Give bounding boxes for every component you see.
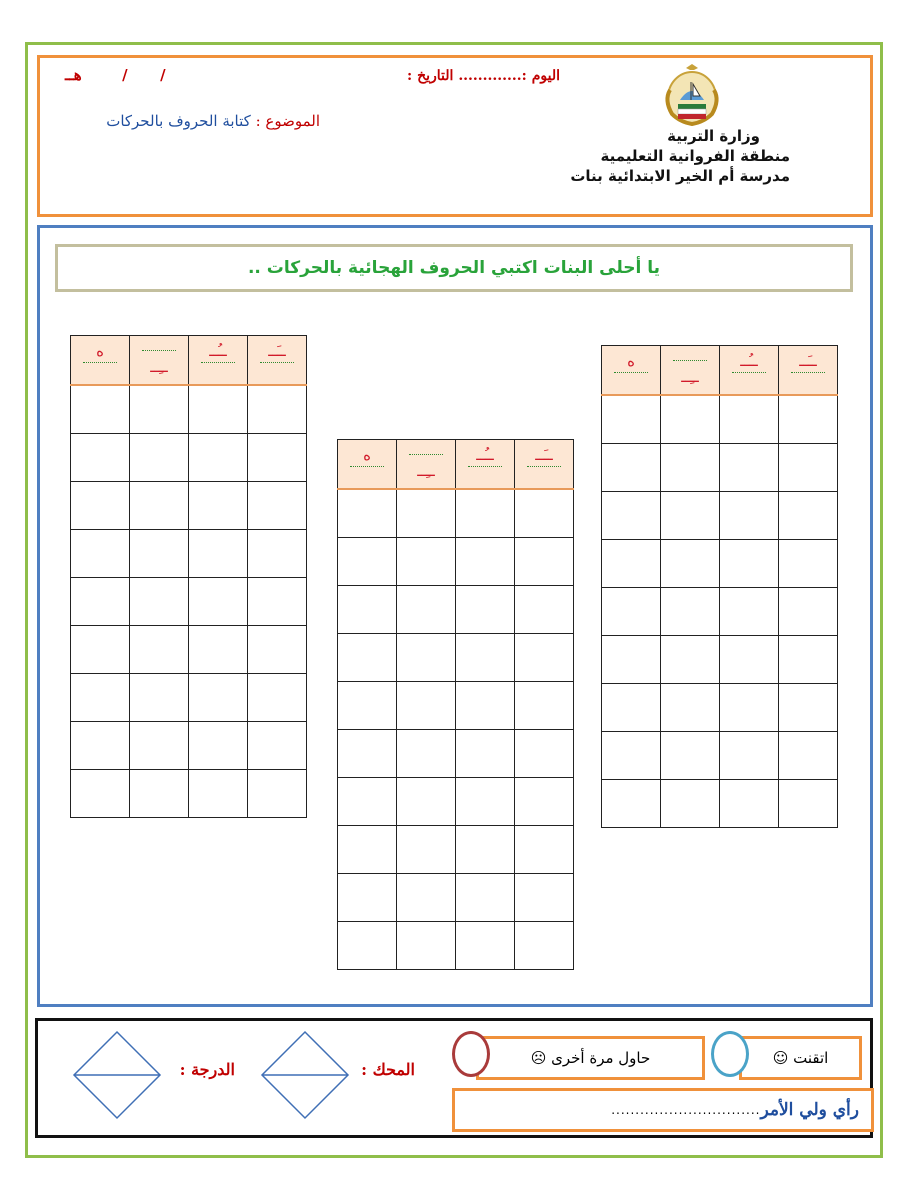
date-line bbox=[300, 68, 560, 88]
answer-cell[interactable] bbox=[397, 922, 456, 970]
answer-cell[interactable] bbox=[71, 578, 130, 626]
header-cell bbox=[338, 440, 397, 490]
answer-cell[interactable] bbox=[189, 385, 248, 434]
table-row bbox=[71, 626, 307, 674]
answer-cell[interactable] bbox=[338, 778, 397, 826]
grader-diamond[interactable] bbox=[260, 1030, 350, 1120]
answer-cell[interactable] bbox=[338, 922, 397, 970]
answer-cell[interactable] bbox=[456, 922, 515, 970]
answer-cell[interactable] bbox=[189, 434, 248, 482]
answer-cell[interactable] bbox=[661, 540, 720, 588]
answer-cell[interactable] bbox=[397, 634, 456, 682]
kasra-mark: ــِــ bbox=[150, 358, 168, 376]
grade-label: الدرجة : bbox=[179, 1060, 235, 1079]
try-again-box bbox=[476, 1036, 705, 1080]
answer-cell[interactable] bbox=[779, 732, 838, 780]
fatha-mark: ــَــ bbox=[799, 352, 817, 370]
answer-cell[interactable] bbox=[456, 538, 515, 586]
answer-cell[interactable] bbox=[71, 674, 130, 722]
answer-cell[interactable] bbox=[779, 588, 838, 636]
answer-cell[interactable] bbox=[602, 540, 661, 588]
answer-cell[interactable] bbox=[130, 482, 189, 530]
header-cell bbox=[397, 440, 456, 490]
letters-table-middle bbox=[337, 439, 574, 970]
table-header-row bbox=[71, 336, 307, 386]
answer-cell[interactable] bbox=[602, 444, 661, 492]
subject-label: الموضوع : bbox=[255, 112, 320, 130]
answer-cell[interactable] bbox=[338, 489, 397, 538]
table-row bbox=[338, 874, 574, 922]
answer-cell[interactable] bbox=[71, 482, 130, 530]
answer-cell[interactable] bbox=[720, 395, 779, 444]
answer-cell[interactable] bbox=[661, 588, 720, 636]
header-cell bbox=[456, 440, 515, 490]
answer-cell[interactable] bbox=[720, 540, 779, 588]
answer-cell[interactable] bbox=[456, 826, 515, 874]
answer-cell[interactable] bbox=[515, 634, 574, 682]
answer-cell[interactable] bbox=[661, 395, 720, 444]
header-cell bbox=[602, 346, 661, 396]
subject-line bbox=[80, 112, 320, 136]
damma-mark: ــُــ bbox=[740, 352, 758, 370]
answer-cell[interactable] bbox=[661, 732, 720, 780]
sukun-mark: ه bbox=[363, 446, 371, 464]
answer-cell[interactable] bbox=[338, 586, 397, 634]
region-name: منطقة الفروانية التعليمية bbox=[600, 147, 790, 165]
answer-cell[interactable] bbox=[602, 732, 661, 780]
answer-cell[interactable] bbox=[515, 778, 574, 826]
answer-cell[interactable] bbox=[130, 770, 189, 818]
date-fields bbox=[65, 66, 190, 88]
table-row bbox=[338, 538, 574, 586]
answer-cell[interactable] bbox=[602, 780, 661, 828]
table-row bbox=[602, 684, 838, 732]
answer-cell[interactable] bbox=[338, 730, 397, 778]
table-row bbox=[71, 385, 307, 434]
header-cell bbox=[71, 336, 130, 386]
answer-cell[interactable] bbox=[248, 482, 307, 530]
ministry-emblem-icon bbox=[660, 60, 724, 130]
excellent-circle[interactable] bbox=[711, 1031, 749, 1077]
kasra-mark: ــِــ bbox=[417, 462, 435, 480]
table-row bbox=[602, 444, 838, 492]
answer-cell[interactable] bbox=[248, 626, 307, 674]
sukun-mark: ه bbox=[627, 352, 635, 370]
answer-cell[interactable] bbox=[71, 385, 130, 434]
fatha-mark: ــَــ bbox=[535, 446, 553, 464]
answer-cell[interactable] bbox=[248, 674, 307, 722]
header-cell bbox=[515, 440, 574, 490]
table-row bbox=[338, 682, 574, 730]
date-label: التاريخ : bbox=[407, 68, 454, 84]
answer-cell[interactable] bbox=[248, 434, 307, 482]
table-row bbox=[338, 489, 574, 538]
table-row bbox=[338, 730, 574, 778]
header-cell bbox=[720, 346, 779, 396]
answer-cell[interactable] bbox=[602, 395, 661, 444]
answer-cell[interactable] bbox=[338, 634, 397, 682]
school-name: مدرسة أم الخير الابتدائية بنات bbox=[570, 167, 790, 185]
answer-cell[interactable] bbox=[189, 482, 248, 530]
answer-cell[interactable] bbox=[515, 682, 574, 730]
answer-cell[interactable] bbox=[248, 770, 307, 818]
answer-cell[interactable] bbox=[456, 778, 515, 826]
table-row bbox=[338, 826, 574, 874]
ministry-name: وزارة التربية bbox=[667, 127, 760, 145]
answer-cell[interactable] bbox=[779, 780, 838, 828]
table-row bbox=[71, 578, 307, 626]
date-separator: / bbox=[160, 66, 166, 84]
answer-cell[interactable] bbox=[397, 489, 456, 538]
answer-cell[interactable] bbox=[338, 538, 397, 586]
answer-cell[interactable] bbox=[71, 530, 130, 578]
table-row bbox=[71, 482, 307, 530]
answer-cell[interactable] bbox=[515, 730, 574, 778]
answer-cell[interactable] bbox=[248, 530, 307, 578]
grade-diamond[interactable] bbox=[72, 1030, 162, 1120]
answer-cell[interactable] bbox=[130, 530, 189, 578]
answer-cell[interactable] bbox=[397, 874, 456, 922]
header-cell bbox=[661, 346, 720, 396]
hijri-suffix: هــ bbox=[65, 66, 82, 84]
table-header-row bbox=[602, 346, 838, 396]
answer-cell[interactable] bbox=[397, 586, 456, 634]
parent-opinion-box bbox=[452, 1088, 874, 1132]
answer-cell[interactable] bbox=[248, 578, 307, 626]
answer-cell[interactable] bbox=[189, 530, 248, 578]
answer-cell[interactable] bbox=[661, 684, 720, 732]
answer-cell[interactable] bbox=[779, 636, 838, 684]
answer-cell[interactable] bbox=[515, 826, 574, 874]
table-row bbox=[602, 540, 838, 588]
answer-cell[interactable] bbox=[130, 578, 189, 626]
try-again-circle[interactable] bbox=[452, 1031, 490, 1077]
answer-cell[interactable] bbox=[720, 732, 779, 780]
answer-cell[interactable] bbox=[515, 489, 574, 538]
header-cell bbox=[248, 336, 307, 386]
answer-cell[interactable] bbox=[602, 684, 661, 732]
table-row bbox=[602, 492, 838, 540]
answer-cell[interactable] bbox=[130, 626, 189, 674]
table-row bbox=[338, 634, 574, 682]
answer-cell[interactable] bbox=[779, 395, 838, 444]
answer-cell[interactable] bbox=[456, 489, 515, 538]
table-row bbox=[338, 922, 574, 970]
table-header-row bbox=[338, 440, 574, 490]
table-row bbox=[71, 434, 307, 482]
answer-cell[interactable] bbox=[661, 636, 720, 684]
answer-cell[interactable] bbox=[515, 874, 574, 922]
answer-cell[interactable] bbox=[189, 674, 248, 722]
table-row bbox=[71, 722, 307, 770]
fatha-mark: ــَــ bbox=[268, 342, 286, 360]
header-cell bbox=[130, 336, 189, 386]
sukun-mark: ه bbox=[96, 342, 104, 360]
table-row bbox=[71, 530, 307, 578]
table-row bbox=[602, 395, 838, 444]
parent-opinion-dots[interactable]: ............................... bbox=[611, 1103, 761, 1117]
damma-mark: ــُــ bbox=[209, 342, 227, 360]
answer-cell[interactable] bbox=[397, 682, 456, 730]
excellent-box bbox=[739, 1036, 862, 1080]
ministry-block bbox=[560, 126, 790, 188]
answer-cell[interactable] bbox=[397, 538, 456, 586]
answer-cell[interactable] bbox=[602, 636, 661, 684]
answer-cell[interactable] bbox=[720, 684, 779, 732]
answer-cell[interactable] bbox=[720, 780, 779, 828]
answer-cell[interactable] bbox=[456, 730, 515, 778]
damma-mark: ــُــ bbox=[476, 446, 494, 464]
answer-cell[interactable] bbox=[248, 385, 307, 434]
answer-cell[interactable] bbox=[661, 492, 720, 540]
table-row bbox=[602, 588, 838, 636]
answer-cell[interactable] bbox=[71, 626, 130, 674]
answer-cell[interactable] bbox=[338, 826, 397, 874]
answer-cell[interactable] bbox=[130, 385, 189, 434]
table-row bbox=[338, 586, 574, 634]
table-row bbox=[338, 778, 574, 826]
answer-cell[interactable] bbox=[779, 492, 838, 540]
subject-value: كتابة الحروف بالحركات bbox=[106, 112, 251, 130]
answer-cell[interactable] bbox=[397, 730, 456, 778]
excellent-label: اتقنت ☺ bbox=[772, 1049, 829, 1067]
header-cell bbox=[779, 346, 838, 396]
header-cell bbox=[189, 336, 248, 386]
answer-cell[interactable] bbox=[720, 492, 779, 540]
answer-cell[interactable] bbox=[71, 434, 130, 482]
answer-cell[interactable] bbox=[602, 588, 661, 636]
answer-cell[interactable] bbox=[661, 444, 720, 492]
answer-cell[interactable] bbox=[189, 578, 248, 626]
answer-cell[interactable] bbox=[130, 434, 189, 482]
table-row bbox=[71, 674, 307, 722]
table-row bbox=[602, 780, 838, 828]
answer-cell[interactable] bbox=[456, 682, 515, 730]
answer-cell[interactable] bbox=[71, 722, 130, 770]
answer-cell[interactable] bbox=[397, 826, 456, 874]
answer-cell[interactable] bbox=[130, 674, 189, 722]
answer-cell[interactable] bbox=[338, 682, 397, 730]
answer-cell[interactable] bbox=[515, 586, 574, 634]
answer-cell[interactable] bbox=[602, 492, 661, 540]
answer-cell[interactable] bbox=[515, 922, 574, 970]
table-row bbox=[71, 770, 307, 818]
answer-cell[interactable] bbox=[779, 444, 838, 492]
parent-opinion-label: رأي ولي الأمر bbox=[760, 1100, 859, 1120]
answer-cell[interactable] bbox=[515, 538, 574, 586]
answer-cell[interactable] bbox=[779, 540, 838, 588]
try-again-label: حاول مرة أخرى ☹ bbox=[530, 1049, 651, 1067]
grader-label: المحك : bbox=[361, 1060, 415, 1079]
answer-cell[interactable] bbox=[130, 722, 189, 770]
day-label: اليوم :............. bbox=[458, 68, 560, 84]
answer-cell[interactable] bbox=[189, 722, 248, 770]
letters-table-right bbox=[601, 345, 838, 828]
letters-table-left bbox=[70, 335, 307, 818]
kasra-mark: ــِــ bbox=[681, 368, 699, 386]
answer-cell[interactable] bbox=[189, 626, 248, 674]
answer-cell[interactable] bbox=[456, 874, 515, 922]
date-separator: / bbox=[122, 66, 128, 84]
answer-cell[interactable] bbox=[779, 684, 838, 732]
answer-cell[interactable] bbox=[720, 636, 779, 684]
answer-cell[interactable] bbox=[338, 874, 397, 922]
answer-cell[interactable] bbox=[248, 722, 307, 770]
table-row bbox=[602, 732, 838, 780]
answer-cell[interactable] bbox=[397, 778, 456, 826]
answer-cell[interactable] bbox=[456, 586, 515, 634]
answer-cell[interactable] bbox=[720, 444, 779, 492]
answer-cell[interactable] bbox=[720, 588, 779, 636]
answer-cell[interactable] bbox=[71, 770, 130, 818]
answer-cell[interactable] bbox=[661, 780, 720, 828]
instruction-banner: يا أحلى البنات اكتبي الحروف الهجائية بالحركات .. bbox=[55, 244, 853, 292]
table-row bbox=[602, 636, 838, 684]
answer-cell[interactable] bbox=[456, 634, 515, 682]
answer-cell[interactable] bbox=[189, 770, 248, 818]
